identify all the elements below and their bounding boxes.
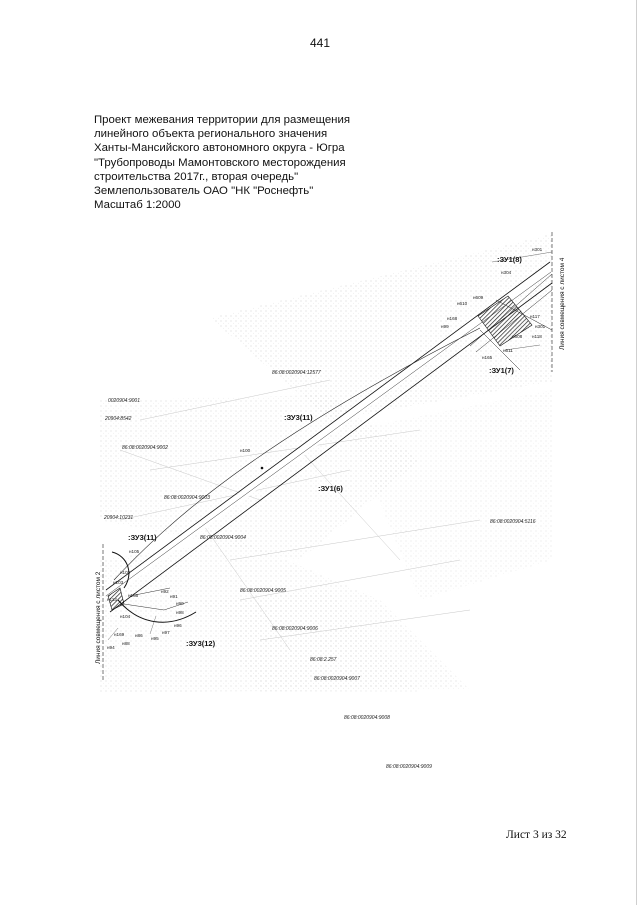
point-label: н169	[114, 632, 125, 637]
title-line: линейного объекта регионального значения	[94, 128, 328, 141]
point-label: н301	[532, 247, 543, 252]
page-number: 441	[309, 36, 331, 50]
point-label: н94	[107, 645, 115, 650]
point-label: н96	[174, 623, 182, 628]
point-label: н113	[107, 597, 117, 602]
point-label: н91	[170, 594, 178, 599]
sheet-counter: Лист 3 из 32	[506, 829, 567, 841]
cadastral-label: 86:08:0020904:9006	[272, 626, 318, 632]
zone-label: :ЗУ3(11)	[128, 533, 157, 542]
cadastral-label: 86:08:0020904:9007	[314, 676, 360, 682]
zone-label: :ЗУ3(12)	[186, 639, 216, 648]
point-label: н301	[535, 324, 546, 329]
zone-label: :ЗУ1(7)	[489, 366, 514, 375]
zone-label: :ЗУ1(6)	[318, 484, 343, 493]
point-label: н86	[135, 633, 143, 638]
cadastral-label: 86:08:2.257	[310, 657, 337, 663]
match-line-right-label: Линия совмещения с листом 4	[559, 257, 566, 350]
cadastral-label: 86:08:0020904:9003	[164, 495, 210, 501]
point-label: н165	[482, 355, 493, 360]
point-label: н90	[176, 601, 184, 606]
point-label: н92	[161, 589, 169, 594]
cadastral-label: 86:08:0020904:9002	[122, 445, 168, 451]
zone-label: :ЗУ1(8)	[497, 255, 522, 264]
point-label: н611	[503, 348, 513, 353]
point-label: н609	[473, 295, 484, 300]
cadastral-label: 20904:8542	[105, 416, 132, 422]
point-label: н102	[120, 570, 131, 575]
title-line: "Трубопроводы Мамонтовского месторождения	[94, 156, 346, 169]
cadastral-label: 86:08:0020904:9008	[344, 715, 390, 721]
match-line-left-label: Линия совмещения с листом 2	[95, 571, 102, 664]
scale-line: Масштаб 1:2000	[94, 199, 181, 212]
point-label: н610	[457, 301, 468, 306]
point-label: н88	[122, 641, 130, 646]
cadastral-background	[100, 232, 560, 692]
point-label: н118	[532, 334, 542, 339]
point-label: н105	[129, 549, 140, 554]
point-label: н103	[113, 580, 124, 585]
point-label: н166	[128, 593, 139, 598]
cadastral-label: 86:08:0020904:9009	[386, 764, 432, 770]
cadastral-label: 0020904:9001	[108, 398, 140, 404]
title-line: Землепользователь ОАО "НК "Роснефть"	[94, 185, 314, 198]
point-label: н95	[151, 636, 159, 641]
cadastral-label: 86:08:0020904:12577	[272, 370, 321, 376]
cadastral-label: 86:08:0020904:5116	[490, 519, 536, 525]
point-label: н100	[240, 448, 251, 453]
title-line: строительства 2017г., вторая очередь"	[94, 170, 299, 183]
cadastral-label: 86:08:0020904:9004	[200, 535, 246, 541]
cadastral-label: 20904:10231	[104, 515, 134, 521]
point-label: н608	[512, 334, 523, 339]
cadastral-label: 86:08:0020904:9005	[240, 588, 286, 594]
point-label: н168	[447, 316, 458, 321]
point-label: н98	[176, 610, 184, 615]
point-label: н104	[120, 614, 131, 619]
point-label: н97	[162, 630, 170, 635]
point-label: н304	[501, 270, 512, 275]
title-line: Проект межевания территории для размещения	[94, 114, 350, 126]
zone-label: :ЗУ3(11)	[284, 413, 313, 422]
title-line: Ханты-Мансийского автономного округа - Югра	[94, 142, 345, 155]
point-label: н99	[441, 324, 449, 329]
point-label: н117	[530, 314, 540, 319]
